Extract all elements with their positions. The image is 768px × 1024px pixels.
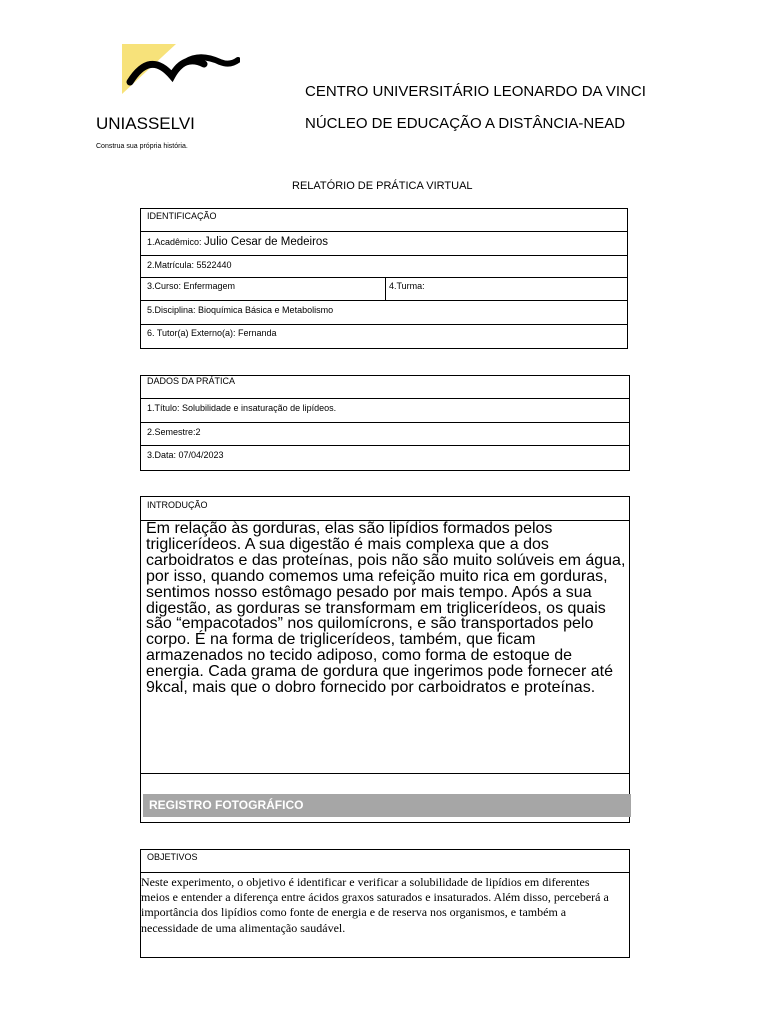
introduction-divider <box>141 773 629 774</box>
academico-value: Julio Cesar de Medeiros <box>204 236 329 248</box>
brand-name: UNIASSELVI <box>96 114 195 133</box>
matricula-row <box>141 256 627 278</box>
photo-record-bar: REGISTRO FOTOGRÁFICO <box>143 794 631 817</box>
academico-label <box>147 236 328 248</box>
turma-field: 4.Turma: <box>389 281 425 291</box>
objectives-heading-row <box>141 850 629 873</box>
document-title: RELATÓRIO DE PRÁTICA VIRTUAL <box>292 180 473 192</box>
titulo-field: 1.Título: Solubilidade e insaturação de lipídeos. <box>147 403 337 413</box>
introduction-heading: INTRODUÇÃO <box>147 500 208 510</box>
identification-heading: IDENTIFICAÇÃO <box>147 211 217 221</box>
curso-field: 3.Curso: Enfermagem <box>147 281 236 291</box>
introduction-heading-row <box>141 497 629 521</box>
curso-turma-row <box>141 278 627 301</box>
uniasselvi-logo <box>120 42 240 98</box>
disciplina-field: 5.Disciplina: Bioquímica Básica e Metabolismo <box>147 305 334 315</box>
identification-heading-row <box>141 209 627 232</box>
curso-turma-divider <box>385 278 386 300</box>
semestre-field: 2.Semestre:2 <box>147 427 201 437</box>
tutor-field: 6. Tutor(a) Externo(a): Fernanda <box>147 328 277 338</box>
data-field: 3.Data: 07/04/2023 <box>147 450 224 460</box>
objectives-section <box>140 849 630 958</box>
practice-data-heading-row <box>141 376 629 399</box>
tutor-row <box>141 325 627 349</box>
introduction-section <box>140 496 630 823</box>
objectives-text: Neste experimento, o objetivo é identificar e verificar a solubilidade de lipídios em diferentes meios e entender a diferença entre ácidos graxos saturados e insaturados. Além disso, perceberá a importância dos lipídios como fonte de energia e de reserva nos organismos, e também a necessidade de uma alimentação saudável. <box>141 875 609 935</box>
institution-department: NÚCLEO DE EDUCAÇÃO A DISTÂNCIA-NEAD <box>305 115 626 132</box>
introduction-text: Em relação às gorduras, elas são lipídios formados pelos triglicerídeos. A sua digestão é mais complexa que a dos carboidratos e das proteínas, pois não são muito solúveis em água, por isso, quando comemos uma refeição muito rica em gorduras, sentimos nosso estômago pesado por mais tempo. Após a sua digestão, as gorduras se transformam em triglicerídeos, os quais são “empacotados” nos quilomícrons, e são transportados pelo corpo. É na forma de triglicerídeos, também, que ficam armazenados no tecido adiposo, como forma de estoque de energia. Cada grama de gordura que ingerimos pode fornecer até 9kcal, mais que o dobro fornecido por carboidratos e proteínas. <box>146 520 626 697</box>
identification-table <box>140 208 628 349</box>
practice-data-heading: DADOS DA PRÁTICA <box>147 376 236 386</box>
semestre-row <box>141 423 629 446</box>
objectives-heading: OBJETIVOS <box>147 852 198 862</box>
disciplina-row <box>141 301 627 325</box>
titulo-row <box>141 399 629 423</box>
academico-label-text: 1.Acadêmico: <box>147 237 202 247</box>
practice-data-table <box>140 375 630 471</box>
data-row <box>141 446 629 470</box>
academico-row <box>141 232 627 256</box>
brand-slogan: Construa sua própria história. <box>96 143 188 150</box>
matricula-field: 2.Matrícula: 5522440 <box>147 260 232 270</box>
institution-name: CENTRO UNIVERSITÁRIO LEONARDO DA VINCI <box>305 83 646 100</box>
